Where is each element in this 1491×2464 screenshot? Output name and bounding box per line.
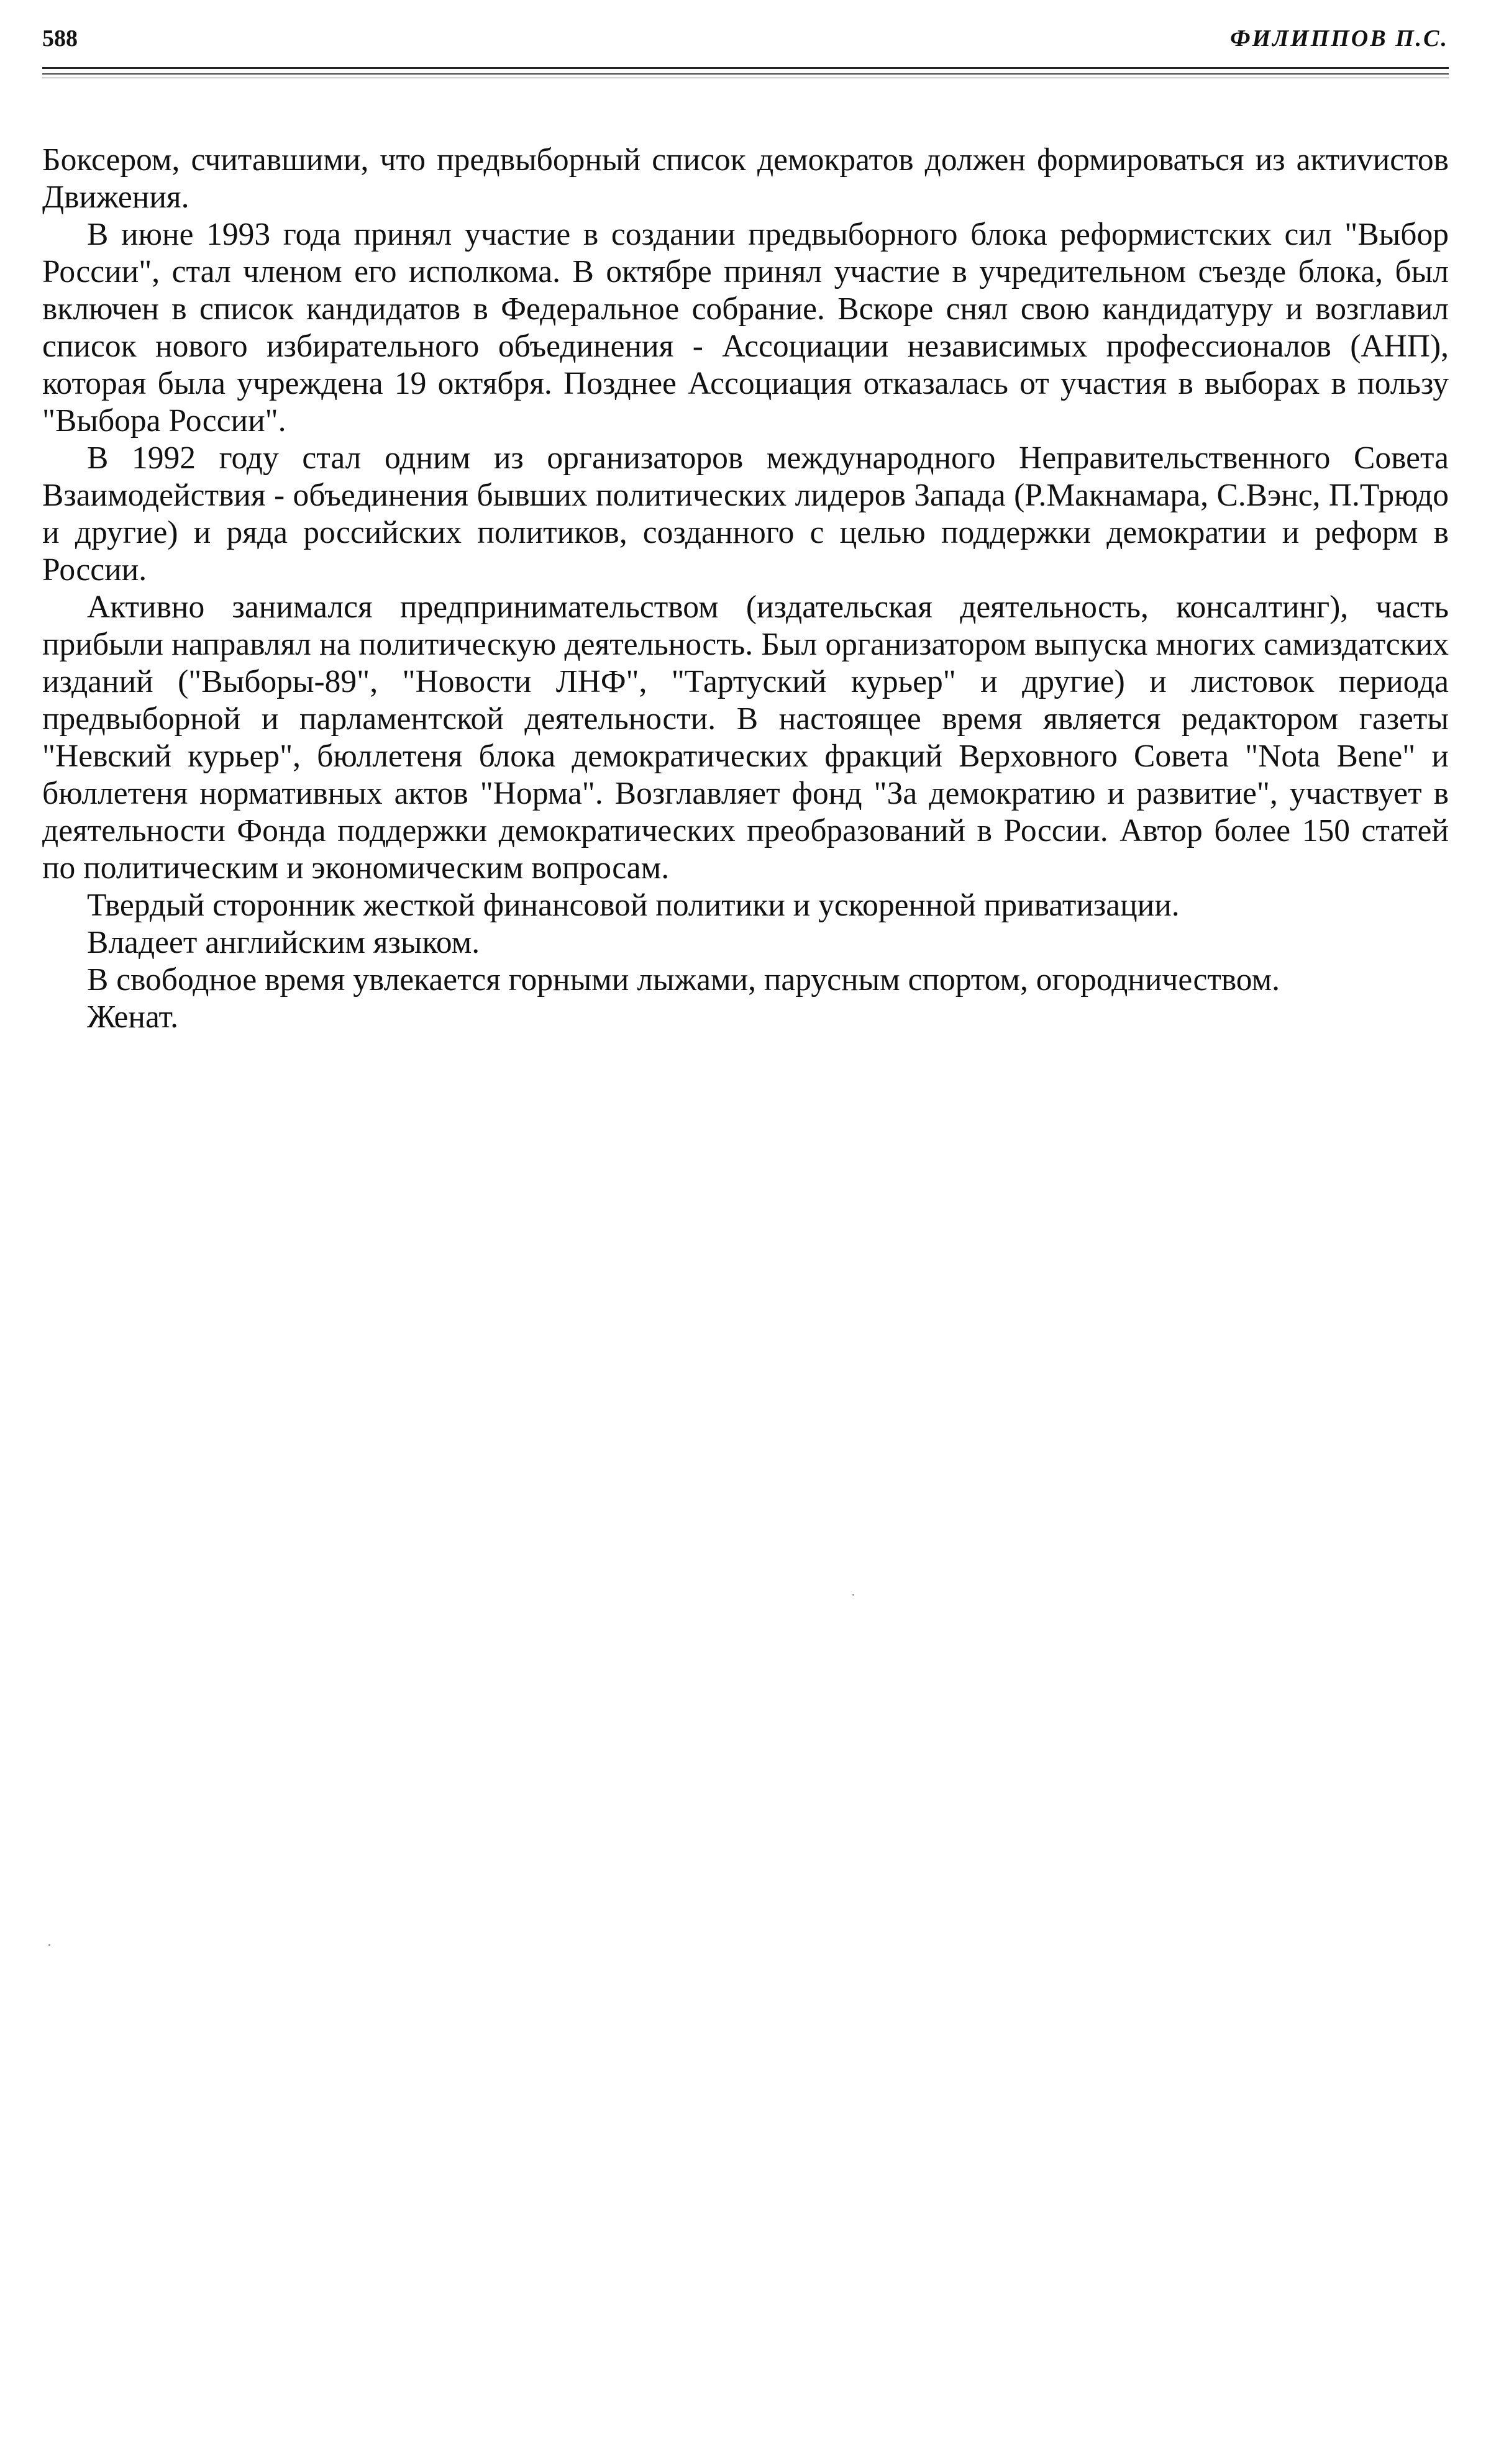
paragraph-entrepreneurship: Активно занимался предпринимательством (издательская деятельность, консалтинг), часть прибыли направлял на политическую деятельность. Был организатором выпуска многих самиздатских изданий ("Выборы-89", "Новости ЛНФ", "Тартуский курьер" и другие) и листовок периода предвыборной и парламентской деятельности. В настоящее время является редактором газеты "Невский курьер", бюллетеня блока демократических фракций Верховного Совета "Nota Bene" и бюллетеня нормативных актов "Норма". Возглавляет фонд "За демократию и развитие", участвует в деятельности Фонда поддержки демократических преобразований в России. Автор более 150 статей по политическим и экономическим вопросам. — [42, 589, 1449, 886]
body-text — [42, 142, 1449, 1036]
paragraph-election-bloc: В июне 1993 года принял участие в создании предвыборного блока реформистских сил "Выбор России", стал членом его исполкома. В октябре принял участие в учредительном съезде блока, был включен в список кандидатов в Федеральное собрание. Вскоре снял свою кандидатуру и возглавил список нового избирательного объединения - Ассоциации независимых профессионалов (АНП), которая была учреждена 19 октября. Позднее Ассоциация отказалась от участия в выборах в пользу "Выбора России". — [42, 217, 1449, 439]
scan-speck — [852, 1594, 854, 1596]
paragraph-continuation: Боксером, считавшими, что предвыборный список демократов должен формироваться из актиvистов Движения. — [42, 142, 1449, 215]
paragraph-interaction-council: В 1992 году стал одним из организаторов международного Неправительственного Совета Взаимодействия - объединения бывших политических лидеров Запада (Р.Макнамара, С.Вэнс, П.Трюдо и другие) и ряда российских политиков, созданного с целью поддержки демократии и реформ в России. — [42, 440, 1449, 588]
header-rule-secondary — [42, 73, 1449, 75]
paragraph-hobbies: В свободное время увлекается горными лыжами, парусным спортом, огородничеством. — [87, 962, 1280, 998]
paragraph-family: Женат. — [87, 999, 178, 1035]
header-rule — [42, 67, 1449, 69]
page-header — [42, 22, 1449, 60]
running-head: ФИЛИППОВ П.С. — [1230, 25, 1449, 52]
paragraph-economic-views: Твердый сторонник жесткой финансовой политики и ускоренной приватизации. — [87, 888, 1180, 923]
page-number: 588 — [42, 25, 78, 52]
scan-speck — [48, 1944, 50, 1946]
paragraph-languages: Владеет английским языком. — [87, 925, 480, 960]
